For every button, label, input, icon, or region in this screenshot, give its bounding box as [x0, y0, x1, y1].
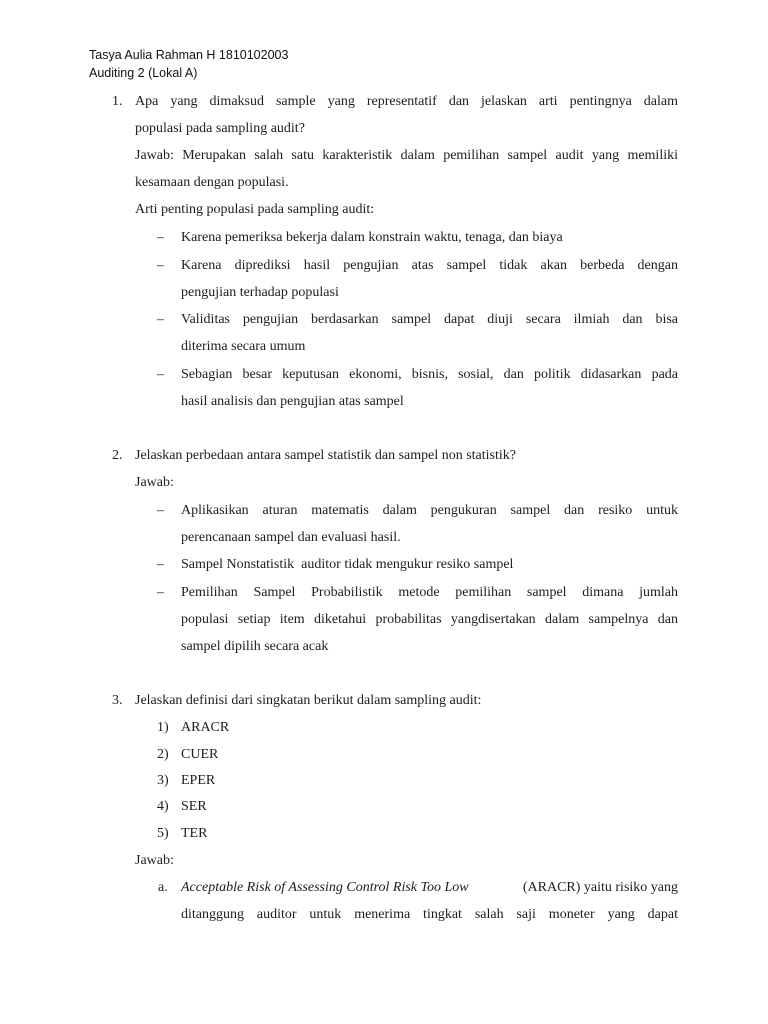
list-number: 5) [157, 826, 169, 841]
bullet-text-continued: populasi setiap item diketahui probabilitas yangdisertakan dalam sampelnya dan [181, 612, 678, 627]
bullet-text: Karena pemeriksa bekerja dalam konstrain waktu, tenaga, dan biaya [181, 230, 563, 245]
question-3-text: Jelaskan definisi dari singkatan berikut dalam sampling audit: [135, 693, 482, 708]
question-number: 2. [112, 448, 123, 463]
bullet-dash: – [157, 230, 164, 245]
bullet-text-wrap [181, 503, 678, 519]
question-2-text: Jelaskan perbedaan antara sampel statistik dan sampel non statistik? [135, 448, 516, 463]
bullet-text-continued: perencanaan sampel dan evaluasi hasil. [181, 530, 401, 545]
answer-a-line-2-wrap [181, 907, 678, 923]
answer-letter: a. [158, 880, 168, 895]
list-item: EPER [181, 773, 216, 788]
list-number: 3) [157, 773, 169, 788]
bullet-text-wrap [181, 312, 678, 328]
answer-a-term: Acceptable Risk of Assessing Control Risk Too Low [181, 880, 469, 895]
answer-1-subheading: Arti penting populasi pada sampling audit: [135, 202, 375, 217]
bullet-dash: – [157, 557, 164, 572]
bullet-text-wrap [181, 612, 678, 628]
bullet-text-continued: diterima secara umum [181, 339, 306, 354]
question-1-text-line-2: populasi pada sampling audit? [135, 121, 305, 136]
bullet-text: Sampel Nonstatistik auditor tidak mengukur resiko sampel [181, 557, 514, 572]
bullet-dash: – [157, 503, 164, 518]
author-line: Tasya Aulia Rahman H 1810102003 [89, 48, 289, 62]
bullet-text-wrap [181, 258, 678, 274]
answer-label: Jawab: [135, 475, 174, 490]
question-number: 3. [112, 693, 123, 708]
bullet-text: Validitas pengujian berdasarkan sampel dapat diuji secara ilmiah dan bisa [181, 312, 678, 327]
list-item: SER [181, 799, 207, 814]
bullet-dash: – [157, 367, 164, 382]
question-number: 1. [112, 94, 123, 109]
answer-1-line-1: Jawab: Merupakan salah satu karakteristik dalam pemilihan sampel audit yang memiliki [135, 148, 678, 163]
bullet-dash: – [157, 312, 164, 327]
bullet-text-continued: sampel dipilih secara acak [181, 639, 329, 654]
answer-1-line-1-wrap [135, 148, 678, 164]
answer-a-text-continued: ditanggung auditor untuk menerima tingkat salah saji moneter yang dapat [181, 907, 678, 922]
answer-a-line-1 [181, 880, 678, 896]
bullet-text: Aplikasikan aturan matematis dalam pengukuran sampel dan resiko untuk [181, 503, 678, 518]
bullet-text-continued: pengujian terhadap populasi [181, 285, 339, 300]
bullet-text-wrap [181, 585, 678, 601]
list-number: 4) [157, 799, 169, 814]
bullet-text: Sebagian besar keputusan ekonomi, bisnis, sosial, dan politik didasarkan pada [181, 367, 678, 382]
question-1-text-line-1: Apa yang dimaksud sample yang representatif dan jelaskan arti pentingnya dalam [135, 94, 678, 109]
bullet-text: Karena diprediksi hasil pengujian atas sampel tidak akan berbeda dengan [181, 258, 678, 273]
list-item: TER [181, 826, 208, 841]
bullet-text-continued: hasil analisis dan pengujian atas sampel [181, 394, 404, 409]
bullet-text: Pemilihan Sampel Probabilistik metode pemilihan sampel dimana jumlah [181, 585, 678, 600]
bullet-dash: – [157, 585, 164, 600]
list-number: 1) [157, 720, 169, 735]
bullet-text-wrap [181, 367, 678, 383]
answer-label: Jawab: [135, 853, 174, 868]
bullet-dash: – [157, 258, 164, 273]
answer-1-line-2: kesamaan dengan populasi. [135, 175, 289, 190]
list-number: 2) [157, 747, 169, 762]
list-item: ARACR [181, 720, 230, 735]
question-1-line-1 [135, 94, 678, 110]
answer-a-text: (ARACR) yaitu risiko yang [519, 880, 678, 895]
document-header [89, 46, 288, 82]
course-line: Auditing 2 (Lokal A) [89, 66, 198, 80]
list-item: CUER [181, 747, 219, 762]
